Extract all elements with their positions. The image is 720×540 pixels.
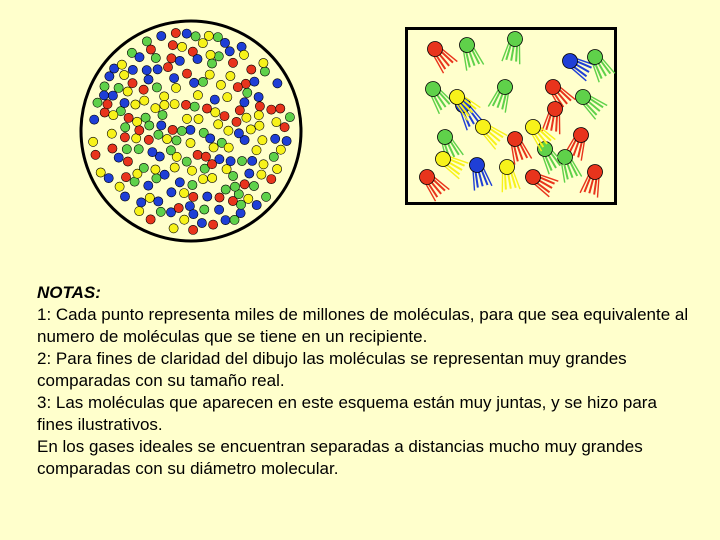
molecule-dot-green	[207, 59, 216, 68]
molecule-dot-yellow	[115, 182, 124, 191]
moving-molecules	[415, 30, 615, 201]
molecule-dot-blue	[175, 178, 184, 187]
molecule-dot-yellow	[194, 114, 203, 123]
molecule-green	[571, 85, 607, 119]
molecule-dot-blue	[271, 134, 280, 143]
molecule-dot-yellow	[259, 58, 268, 67]
molecule-dot-blue	[99, 91, 108, 100]
molecule-dot-yellow	[123, 87, 132, 96]
molecule-dot-green	[269, 152, 278, 161]
molecule-dot-green	[230, 215, 239, 224]
molecule-dot-blue	[221, 216, 230, 225]
molecule-dot-green	[145, 121, 154, 130]
molecule-dot-red	[168, 41, 177, 50]
molecule-dot-green	[262, 192, 271, 201]
molecule-dot-blue	[240, 98, 249, 107]
molecule-dot-yellow	[208, 173, 217, 182]
molecule-dot-red	[240, 180, 249, 189]
molecule-dot-red	[193, 150, 202, 159]
molecule-green	[488, 77, 516, 113]
molecule-dot-green	[177, 126, 186, 135]
molecule-yellow	[497, 158, 520, 192]
molecule-dot-red	[215, 193, 224, 202]
molecule-dot-green	[166, 146, 175, 155]
molecule-dot-green	[156, 207, 165, 216]
molecule-dot-red	[233, 83, 242, 92]
molecule-dot-yellow	[131, 100, 140, 109]
molecule-red	[542, 100, 565, 134]
notes-title: NOTAS:	[37, 283, 101, 302]
note-2: 2: Para fines de claridad del dibujo las moléculas se representan muy grandes comparadas con su tamaño real.	[37, 349, 627, 390]
molecule-green	[554, 147, 582, 183]
molecule-dot-red	[108, 144, 117, 153]
molecule-dot-yellow	[96, 168, 105, 177]
molecule-dot-green	[152, 83, 161, 92]
molecule-dot-yellow	[120, 70, 129, 79]
molecule-dot-yellow	[133, 117, 142, 126]
molecule-dot-blue	[144, 75, 153, 84]
molecule-dot-yellow	[187, 166, 196, 175]
molecule-dot-yellow	[160, 100, 169, 109]
molecule-dot-red	[267, 105, 276, 114]
molecule-red	[415, 165, 449, 201]
molecule-dot-green	[151, 53, 160, 62]
molecule-dot-yellow	[170, 163, 179, 172]
molecule-dot-yellow	[160, 92, 169, 101]
molecule-dot-red	[202, 104, 211, 113]
molecule-dot-blue	[245, 169, 254, 178]
molecule-dot-yellow	[107, 129, 116, 138]
molecule-dot-yellow	[117, 60, 126, 69]
molecule-dot-blue	[160, 170, 169, 179]
molecule-dot-yellow	[246, 125, 255, 134]
molecule-dot-green	[158, 110, 167, 119]
molecule-dot-green	[285, 113, 294, 122]
molecule-dot-red	[144, 135, 153, 144]
molecule-dot-red	[123, 157, 132, 166]
molecule-dot-green	[198, 77, 207, 86]
molecule-dot-green	[122, 145, 131, 154]
molecule-dot-blue	[157, 121, 166, 130]
molecule-red	[423, 37, 457, 73]
molecule-dot-red	[247, 65, 256, 74]
molecule-dot-blue	[234, 129, 243, 138]
molecule-dot-blue	[248, 156, 257, 165]
molecule-dot-yellow	[151, 104, 160, 113]
molecule-dot-yellow	[193, 91, 202, 100]
molecule-dot-red	[235, 106, 244, 115]
molecule-dot-yellow	[178, 42, 187, 51]
molecule-dot-blue	[220, 38, 229, 47]
molecule-dot-blue	[197, 218, 206, 227]
molecule-dot-blue	[154, 197, 163, 206]
molecule-dot-blue	[157, 31, 166, 40]
molecule-dot-blue	[182, 29, 191, 38]
molecule-dot-yellow	[109, 111, 118, 120]
molecule-dot-blue	[186, 125, 195, 134]
molecule-dot-blue	[142, 66, 151, 75]
molecule-dot-green	[191, 32, 200, 41]
molecule-dot-blue	[153, 65, 162, 74]
molecule-dot-blue	[215, 205, 224, 214]
molecule-dot-red	[232, 117, 241, 126]
molecule-dot-green	[236, 200, 245, 209]
molecule-dot-green	[188, 180, 197, 189]
molecule-dot-red	[181, 100, 190, 109]
molecule-dot-red	[228, 58, 237, 67]
note-3: 3: Las moléculas que aparecen en este esquema están muy juntas, y se hizo para fines ilustrativos.	[37, 393, 657, 434]
molecule-yellow	[445, 85, 480, 120]
molecule-dot-red	[182, 69, 191, 78]
molecule-dot-yellow	[163, 134, 172, 143]
notes-section	[37, 282, 697, 480]
molecule-dot-yellow	[182, 114, 191, 123]
molecule-dot-yellow	[257, 170, 266, 179]
molecule-dot-yellow	[171, 83, 180, 92]
molecule-dot-blue	[175, 56, 184, 65]
molecule-dot-red	[135, 126, 144, 135]
molecule-dot-red	[120, 133, 129, 142]
molecule-dot-red	[167, 54, 176, 63]
molecule-dot-blue	[252, 200, 261, 209]
molecule-green	[456, 35, 484, 71]
molecule-dot-red	[201, 152, 210, 161]
molecule-dot-red	[168, 125, 177, 134]
molecule-dot-blue	[225, 47, 234, 56]
molecule-dot-green	[237, 156, 246, 165]
molecule-dot-red	[91, 150, 100, 159]
molecule-dot-red	[121, 173, 130, 182]
molecule-dot-blue	[137, 198, 146, 207]
molecule-dot-green	[134, 145, 143, 154]
molecule-dot-blue	[167, 188, 176, 197]
molecule-red	[522, 165, 558, 196]
molecule-dot-green	[243, 88, 252, 97]
molecule-dot-blue	[170, 74, 179, 83]
molecule-dot-green	[114, 83, 123, 92]
molecule-dot-blue	[203, 192, 212, 201]
molecule-dot-red	[207, 160, 216, 169]
molecule-dot-green	[139, 163, 148, 172]
molecule-dot-yellow	[140, 96, 149, 105]
molecule-dot-yellow	[258, 136, 267, 145]
molecule-dot-yellow	[169, 224, 178, 233]
molecule-dot-yellow	[151, 165, 160, 174]
molecule-dot-blue	[190, 78, 199, 87]
molecule-dot-yellow	[204, 31, 213, 40]
molecule-dot-green	[200, 205, 209, 214]
molecule-dot-yellow	[145, 193, 154, 202]
molecule-dot-blue	[273, 79, 282, 88]
molecule-green	[583, 46, 614, 82]
molecule-dot-red	[171, 28, 180, 37]
molecule-dots	[89, 28, 295, 234]
molecule-dot-yellow	[205, 70, 214, 79]
molecule-dot-yellow	[223, 93, 232, 102]
molecule-dot-green	[93, 98, 102, 107]
molecule-dot-yellow	[186, 138, 195, 147]
molecule-dot-blue	[90, 115, 99, 124]
molecule-dot-blue	[105, 72, 114, 81]
molecule-dot-green	[142, 37, 151, 46]
molecule-dot-blue	[128, 65, 137, 74]
molecule-dot-red	[189, 225, 198, 234]
molecule-dot-yellow	[135, 207, 144, 216]
molecule-dot-yellow	[216, 80, 225, 89]
molecule-dot-red	[255, 102, 264, 111]
molecule-dot-blue	[206, 134, 215, 143]
molecule-dot-red	[124, 113, 133, 122]
molecule-dot-green	[100, 82, 109, 91]
molecule-dot-yellow	[198, 39, 207, 48]
molecule-dot-yellow	[272, 118, 281, 127]
molecule-dot-blue	[120, 192, 129, 201]
molecule-dot-blue	[148, 148, 157, 157]
moving-molecules-box	[405, 27, 617, 205]
molecule-dot-yellow	[198, 175, 207, 184]
molecule-dot-red	[220, 112, 229, 121]
molecule-dot-blue	[250, 77, 259, 86]
molecule-dot-yellow	[211, 108, 220, 117]
molecule-red	[580, 162, 606, 197]
molecule-dot-red	[189, 192, 198, 201]
molecule-dot-green	[249, 181, 258, 190]
molecule-dot-red	[146, 45, 155, 54]
molecule-dot-yellow	[252, 146, 261, 155]
molecule-dot-green	[182, 157, 191, 166]
molecule-dot-yellow	[180, 215, 189, 224]
molecule-dot-green	[260, 67, 269, 76]
molecule-dot-red	[280, 123, 289, 132]
molecule-dot-yellow	[254, 111, 263, 120]
molecule-dot-green	[221, 185, 230, 194]
note-4: En los gases ideales se encuentran separadas a distancias mucho muy grandes comparadas con su diámetro molecular.	[37, 437, 643, 478]
molecule-yellow	[432, 147, 468, 178]
molecule-dot-blue	[282, 136, 291, 145]
molecule-dot-yellow	[259, 160, 268, 169]
molecule-dot-blue	[254, 92, 263, 101]
molecule-dot-yellow	[222, 165, 231, 174]
molecule-dot-blue	[104, 174, 113, 183]
molecule-dot-blue	[120, 98, 129, 107]
molecule-dot-red	[276, 104, 285, 113]
molecule-dot-yellow	[206, 50, 215, 59]
molecule-dot-red	[209, 220, 218, 229]
molecule-dot-yellow	[226, 71, 235, 80]
molecule-dot-red	[100, 108, 109, 117]
molecule-dot-green	[190, 102, 199, 111]
molecule-dot-yellow	[239, 50, 248, 59]
molecule-dot-green	[154, 130, 163, 139]
molecule-dot-red	[163, 63, 172, 72]
molecule-dot-green	[230, 182, 239, 191]
molecule-dot-yellow	[214, 120, 223, 129]
molecule-dot-red	[128, 79, 137, 88]
molecule-dot-yellow	[209, 143, 218, 152]
molecule-dot-green	[121, 123, 130, 132]
molecule-dot-blue	[135, 53, 144, 62]
molecule-dot-green	[172, 136, 181, 145]
molecule-dot-yellow	[89, 137, 98, 146]
molecule-dot-yellow	[180, 189, 189, 198]
molecule-dot-yellow	[242, 113, 251, 122]
molecule-dot-yellow	[273, 164, 282, 173]
molecule-dot-blue	[144, 181, 153, 190]
molecule-dot-blue	[108, 91, 117, 100]
molecule-dot-blue	[114, 153, 123, 162]
dense-molecule-circle	[78, 18, 304, 244]
molecule-dot-red	[174, 203, 183, 212]
molecule-dot-red	[146, 215, 155, 224]
molecule-dot-red	[139, 85, 148, 94]
molecule-dot-red	[103, 100, 112, 109]
molecule-dot-yellow	[224, 126, 233, 135]
molecule-dot-green	[214, 52, 223, 61]
molecule-dot-blue	[193, 54, 202, 63]
molecule-dot-yellow	[255, 121, 264, 130]
molecule-dot-yellow	[170, 100, 179, 109]
molecule-dot-green	[152, 174, 161, 183]
molecule-dot-blue	[189, 210, 198, 219]
molecule-green	[502, 30, 525, 64]
note-1: 1: Cada punto representa miles de millones de moléculas, para que sea equivalente al numero de moléculas que se tiene en un recipiente.	[37, 305, 689, 346]
molecule-dot-yellow	[224, 143, 233, 152]
molecule-blue	[466, 155, 492, 190]
molecule-dot-yellow	[276, 145, 285, 154]
molecule-dot-blue	[210, 95, 219, 104]
molecule-dot-red	[267, 175, 276, 184]
